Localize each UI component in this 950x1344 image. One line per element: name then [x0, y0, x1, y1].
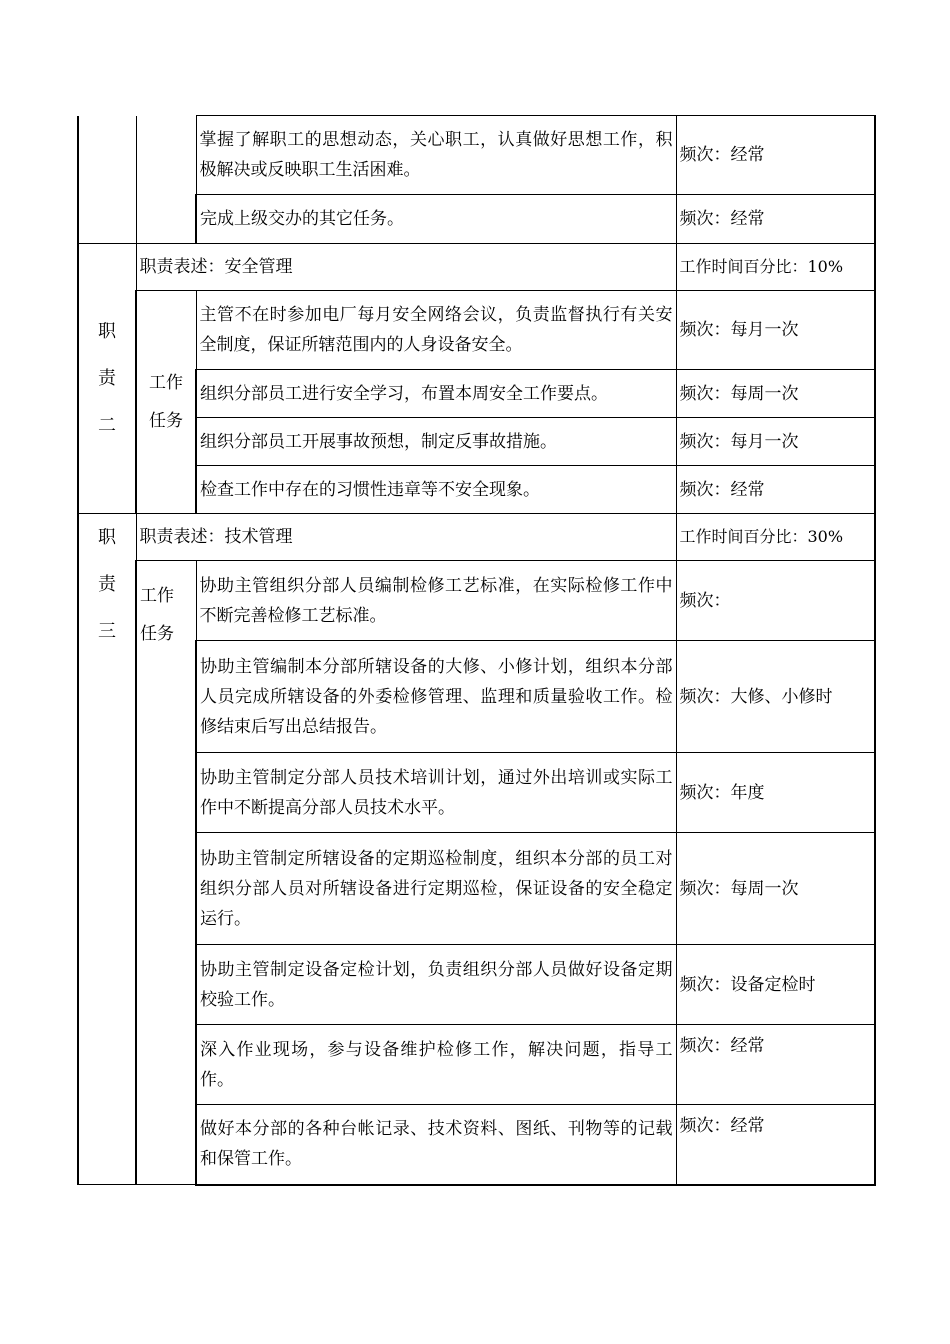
task-frequency: 频次：设备定检时 — [676, 945, 875, 1025]
table-row — [78, 418, 875, 466]
task-description: 协助主管组织分部人员编制检修工艺标准，在实际检修工作中不断完善检修工艺标准。 — [196, 561, 676, 641]
task-description: 掌握了解职工的思想动态，关心职工，认真做好思想工作，积极解决或反映职工生活困难。 — [196, 116, 676, 195]
duty-statement: 职责表述：技术管理 — [136, 514, 676, 561]
table-row — [78, 466, 875, 514]
task-label-3: 工作 任务 — [136, 561, 196, 1185]
task-description: 做好本分部的各种台帐记录、技术资料、图纸、刊物等的记载和保管工作。 — [196, 1105, 676, 1185]
table-row — [78, 1025, 875, 1105]
task-description: 完成上级交办的其它任务。 — [196, 195, 676, 244]
duty-statement: 职责表述：安全管理 — [136, 244, 676, 291]
task-description: 检查工作中存在的习惯性违章等不安全现象。 — [196, 466, 676, 514]
task-description: 协助主管编制本分部所辖设备的大修、小修计划，组织本分部人员完成所辖设备的外委检修管理、监理和质量验收工作。检修结束后写出总结报告。 — [196, 641, 676, 753]
task-description: 组织分部员工进行安全学习，布置本周安全工作要点。 — [196, 370, 676, 418]
task-description: 协助主管制定分部人员技术培训计划，通过外出培训或实际工作中不断提高分部人员技术水平。 — [196, 753, 676, 833]
task-frequency: 频次： — [676, 561, 875, 641]
task-frequency: 频次：每月一次 — [676, 291, 875, 370]
task-description: 协助主管制定设备定检计划，负责组织分部人员做好设备定期校验工作。 — [196, 945, 676, 1025]
task-frequency: 频次：每月一次 — [676, 418, 875, 466]
task-label-cell-continued — [136, 116, 196, 244]
duty-statement-row — [78, 244, 875, 291]
task-description: 主管不在时参加电厂每月安全网络会议，负责监督执行有关安全制度，保证所辖范围内的人身设备安全。 — [196, 291, 676, 370]
task-frequency: 频次：经常 — [676, 1105, 875, 1185]
time-percentage: 工作时间百分比：10% — [676, 244, 875, 291]
task-frequency: 频次：每周一次 — [676, 370, 875, 418]
table-row — [78, 1105, 875, 1185]
task-frequency: 频次：经常 — [676, 466, 875, 514]
table-row — [78, 116, 875, 195]
task-description: 协助主管制定所辖设备的定期巡检制度，组织本分部的员工对组织分部人员对所辖设备进行定期巡检，保证设备的安全稳定运行。 — [196, 833, 676, 945]
task-description: 深入作业现场，参与设备维护检修工作，解决问题，指导工作。 — [196, 1025, 676, 1105]
table-row — [78, 945, 875, 1025]
task-frequency: 频次：经常 — [676, 1025, 875, 1105]
time-percentage: 工作时间百分比：30% — [676, 514, 875, 561]
table-row — [78, 291, 875, 370]
table-row — [78, 753, 875, 833]
task-frequency: 频次：经常 — [676, 195, 875, 244]
table-row — [78, 833, 875, 945]
task-frequency: 频次：经常 — [676, 116, 875, 195]
duty-table — [77, 115, 876, 1186]
task-frequency: 频次：年度 — [676, 753, 875, 833]
task-label-2: 工作 任务 — [136, 291, 196, 514]
table-row — [78, 195, 875, 244]
table-row — [78, 370, 875, 418]
table-row — [78, 561, 875, 641]
task-description: 组织分部员工开展事故预想，制定反事故措施。 — [196, 418, 676, 466]
table-row — [78, 641, 875, 753]
duty-statement-row — [78, 514, 875, 561]
duty-label-cell-continued — [78, 116, 136, 244]
duty-label-2: 职 责 二 — [78, 244, 136, 514]
task-frequency: 频次：大修、小修时 — [676, 641, 875, 753]
duty-label-3: 职 责 三 — [78, 514, 136, 1185]
task-frequency: 频次：每周一次 — [676, 833, 875, 945]
